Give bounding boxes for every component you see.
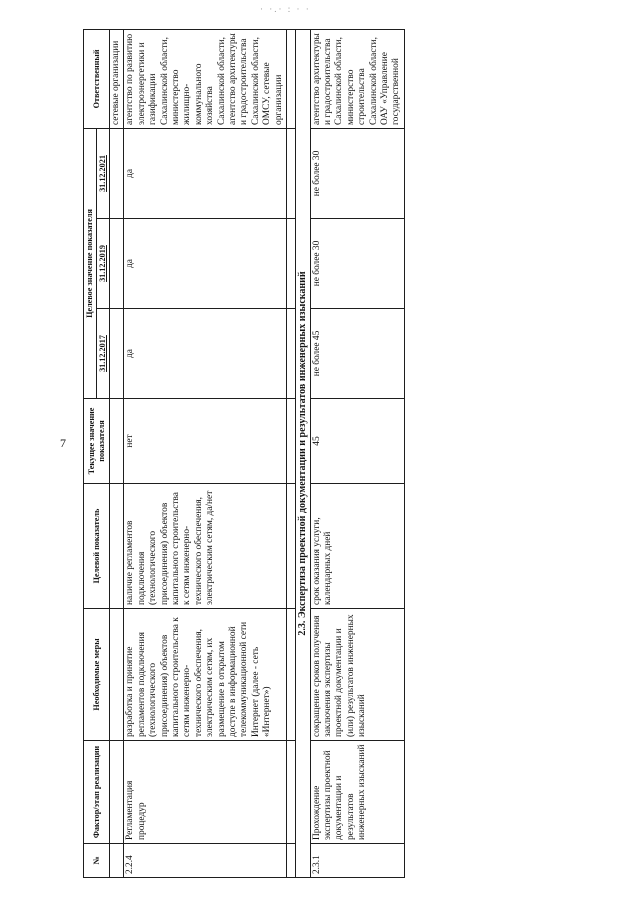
- spacer-cell: [287, 741, 296, 844]
- cell-2021: не более 30: [310, 128, 404, 218]
- cell-responsible: сетевые организации: [110, 29, 124, 128]
- spacer-cell: [287, 609, 296, 741]
- cell-responsible: агентство по развитию электроэнергетики и газификации Сахалинской области, министерство жилищно-коммунального хозяйства Сахалинской области, агентство архитектуры и градостроительства Сахалинской области, ОМСУ, сетевые организации: [124, 29, 287, 128]
- header-2019: 31.12.2019: [97, 219, 110, 309]
- rotated-table-wrapper: [83, 30, 635, 878]
- section-row: [296, 29, 310, 877]
- scan-artifact: · ·.· : · ·: [260, 4, 311, 14]
- cell-num: 2.3.1: [310, 844, 404, 878]
- header-current: Текущее значение показателя: [84, 399, 110, 484]
- cell-2017: да: [124, 309, 287, 399]
- spacer-cell: [287, 844, 296, 878]
- cell-current: 45: [310, 399, 404, 484]
- header-responsible: Ответственный: [84, 29, 110, 128]
- header-target: Целевой показатель: [84, 484, 110, 609]
- spacer-cell: [287, 29, 296, 128]
- cell-factor: Регламентация процедур: [124, 741, 287, 844]
- cell-measures: [110, 609, 124, 741]
- header-2017: 31.12.2017: [97, 309, 110, 399]
- cell-responsible: агентство архитектуры и градостроительства Сахалинской области, министерство строительства Сахалинской области, ОАУ «Управление государственной: [310, 29, 404, 128]
- spacer-cell: [287, 128, 296, 218]
- cell-2019: не более 30: [310, 219, 404, 309]
- spacer-row: [287, 29, 296, 877]
- cell-measures: сокращение сроков получения заключения экспертизы проектной документации и (или) результатов инженерных изысканий: [310, 609, 404, 741]
- cell-2017: не более 45: [310, 309, 404, 399]
- header-goal-group: Целевое значение показателя: [84, 128, 97, 398]
- cell-current: нет: [124, 399, 287, 484]
- header-factor: Фактор/этап реализации: [84, 741, 110, 844]
- header-num: №: [84, 844, 110, 878]
- cell-current: [110, 399, 124, 484]
- cell-num: [110, 844, 124, 878]
- cell-measures: разработка и принятие регламентов подключения (технологического присоединения) объектов капитального строительства к сетям инженерно-технического обеспечения, электрическим сетям, их размещение в открытом доступе в информационной телекоммуникационной сети Интернет (далее - сеть «Интернет»): [124, 609, 287, 741]
- cell-factor: [110, 741, 124, 844]
- cell-num: 2.2.4: [124, 844, 287, 878]
- spacer-cell: [287, 309, 296, 399]
- table-row: [310, 29, 404, 877]
- measures-table: [83, 29, 405, 878]
- spacer-cell: [287, 219, 296, 309]
- table-row: [124, 29, 287, 877]
- cell-target: наличие регламентов подключения (технологического присоединения) объектов капитального строительства к сетям инженерно-технического обеспечения, электрическим сетям, да/нет: [124, 484, 287, 609]
- section-heading: 2.3. Экспертиза проектной документации и результатов инженерных изысканий: [296, 29, 310, 877]
- page-number: 7: [60, 436, 66, 450]
- cell-factor: Прохождение экспертизы проектной документации и результатов инженерных изысканий: [310, 741, 404, 844]
- table-row: [110, 29, 124, 877]
- spacer-cell: [287, 484, 296, 609]
- cell-2021: да: [124, 128, 287, 218]
- header-2021: 31.12.2021: [97, 128, 110, 218]
- header-measures: Необходимые меры: [84, 609, 110, 741]
- spacer-cell: [287, 399, 296, 484]
- cell-2019: [110, 219, 124, 309]
- cell-target: [110, 484, 124, 609]
- cell-2017: [110, 309, 124, 399]
- cell-2021: [110, 128, 124, 218]
- cell-2019: да: [124, 219, 287, 309]
- header-row: [84, 29, 97, 877]
- cell-target: срок оказания услуги, календарных дней: [310, 484, 404, 609]
